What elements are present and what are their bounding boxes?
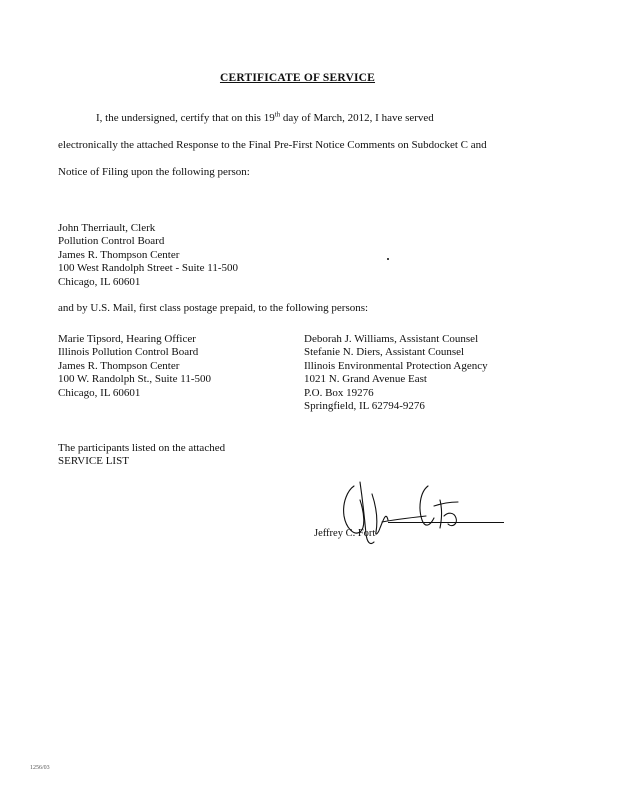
address-line: James R. Thompson Center <box>58 248 180 261</box>
participants-line: SERVICE LIST <box>58 455 129 468</box>
signature-stroke <box>420 486 434 525</box>
intro-line-1-start: I, the undersigned, certify that on this 19 <box>96 112 275 124</box>
address-line: P.O. Box 19276 <box>304 386 374 399</box>
scan-speck <box>387 258 389 260</box>
intro-line-1 <box>96 112 434 124</box>
participants-note <box>58 442 225 469</box>
address-line: John Therriault, Clerk <box>58 222 156 234</box>
signature-stroke <box>344 486 364 533</box>
address-line: 1021 N. Grand Avenue East <box>304 373 427 386</box>
right-recipient-block <box>304 333 488 413</box>
mail-intro: and by U.S. Mail, first class postage prepaid, to the following persons: <box>58 302 369 314</box>
intro-line-1-end: day of March, 2012, I have served <box>280 112 434 124</box>
left-recipient-block <box>58 333 211 400</box>
address-line: James R. Thompson Center <box>58 359 180 372</box>
address-line: 100 W. Randolph St., Suite 11-500 <box>58 373 211 386</box>
address-line: Marie Tipsord, Hearing Officer <box>58 333 196 345</box>
participants-line: The participants listed on the attached <box>58 442 226 454</box>
clerk-address-block <box>58 222 238 289</box>
address-line: Illinois Environmental Protection Agency <box>304 359 488 372</box>
address-line: Deborah J. Williams, Assistant Counsel <box>304 333 479 345</box>
ordinal-suffix: th <box>274 110 281 119</box>
document-title: CERTIFICATE OF SERVICE <box>219 72 376 84</box>
signature-stroke <box>444 513 456 525</box>
address-line: Chicago, IL 60601 <box>58 386 141 399</box>
footer-code: 1256/03 <box>30 765 50 771</box>
intro-line-2: electronically the attached Response to the Final Pre-First Notice Comments on Subdocket C and <box>58 139 487 151</box>
address-line: Chicago, IL 60601 <box>58 275 141 288</box>
address-line: 100 West Randolph Street - Suite 11-500 <box>58 262 238 275</box>
signature-line <box>388 522 504 523</box>
address-line: Pollution Control Board <box>58 235 165 248</box>
signer-name: Jeffrey C. Fort <box>314 528 376 539</box>
handwritten-signature <box>330 472 480 552</box>
address-line: Springfield, IL 62794-9276 <box>304 399 425 412</box>
intro-line-3: Notice of Filing upon the following person: <box>58 166 250 178</box>
address-line: Illinois Pollution Control Board <box>58 346 199 359</box>
address-line: Stefanie N. Diers, Assistant Counsel <box>304 346 465 359</box>
